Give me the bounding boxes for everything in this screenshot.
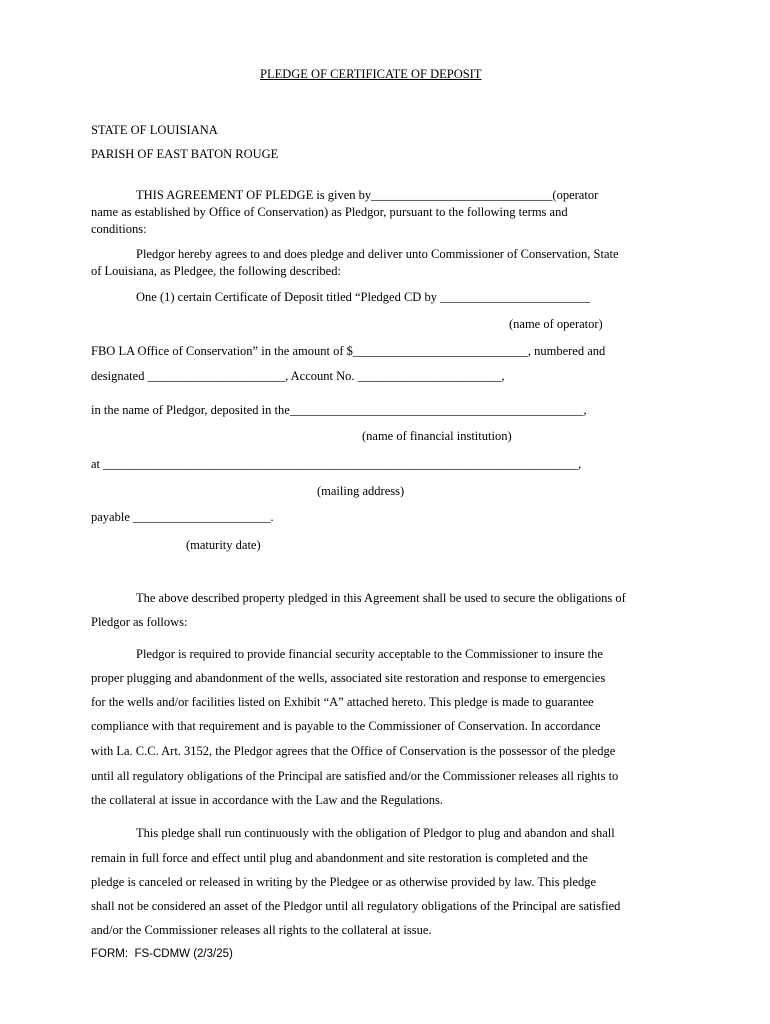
document-title: PLEDGE OF CERTIFICATE OF DEPOSIT (260, 67, 482, 81)
pledge-intro-line-2: of Louisiana, as Pledgee, the following described: (91, 264, 341, 278)
institution-line: in the name of Pledgor, deposited in the_______________________________________________, (91, 403, 587, 417)
continuity-line-1: This pledge shall run continuously with the obligation of Pledgor to plug and abandon and shall (136, 826, 615, 840)
agreement-line-2: name as established by Office of Conservation) as Pledgor, pursuant to the following terms and (91, 205, 568, 219)
requirement-line-2: proper plugging and abandonment of the wells, associated site restoration and response to emergencies (91, 671, 606, 685)
purpose-line-2: Pledgor as follows: (91, 615, 188, 629)
parish-heading: PARISH OF EAST BATON ROUGE (91, 147, 279, 161)
continuity-line-3: pledge is canceled or released in writing by the Pledgee or as otherwise provided by law. This pledge (91, 875, 597, 889)
operator-caption: (name of operator) (509, 317, 603, 331)
requirement-line-5: with La. C.C. Art. 3152, the Pledgor agrees that the Office of Conservation is the possessor of the pledge (91, 744, 616, 758)
purpose-line-1: The above described property pledged in this Agreement shall be used to secure the obligations of (136, 591, 626, 605)
cd-title-line: One (1) certain Certificate of Deposit titled “Pledged CD by ________________________ (136, 290, 591, 304)
payable-line: payable ______________________. (91, 510, 274, 524)
address-caption: (mailing address) (317, 484, 405, 498)
requirement-line-7: the collateral at issue in accordance with the Law and the Regulations. (91, 793, 443, 807)
agreement-line-1: THIS AGREEMENT OF PLEDGE is given by_____________________________(operator (136, 188, 599, 202)
requirement-line-3: for the wells and/or facilities listed on Exhibit “A” attached hereto. This pledge is made to guarantee (91, 695, 594, 709)
address-line: at ____________________________________________________________________________, (91, 457, 582, 471)
continuity-line-4: shall not be considered an asset of the Pledgor until all regulatory obligations of the Principal are satisfied (91, 899, 621, 913)
pledge-intro-line-1: Pledgor hereby agrees to and does pledge and deliver unto Commissioner of Conservation, State (136, 247, 619, 261)
agreement-line-3: conditions: (91, 222, 147, 236)
requirement-line-6: until all regulatory obligations of the Principal are satisfied and/or the Commissioner releases all rights to (91, 769, 619, 783)
state-heading: STATE OF LOUISIANA (91, 123, 218, 137)
continuity-line-5: and/or the Commissioner releases all rights to the collateral at issue. (91, 923, 432, 937)
designated-line: designated ______________________, Account No. _______________________, (91, 369, 505, 383)
amount-line: FBO LA Office of Conservation” in the amount of $____________________________, numbered and (91, 344, 606, 358)
continuity-line-2: remain in full force and effect until plug and abandonment and site restoration is completed and the (91, 851, 588, 865)
form-footer: FORM: FS-CDMW (2/3/25) (91, 948, 233, 960)
institution-caption: (name of financial institution) (362, 429, 512, 443)
maturity-caption: (maturity date) (186, 538, 261, 552)
requirement-line-4: compliance with that requirement and is payable to the Commissioner of Conservation. In accordance (91, 719, 601, 733)
requirement-line-1: Pledgor is required to provide financial security acceptable to the Commissioner to insure the (136, 647, 603, 661)
